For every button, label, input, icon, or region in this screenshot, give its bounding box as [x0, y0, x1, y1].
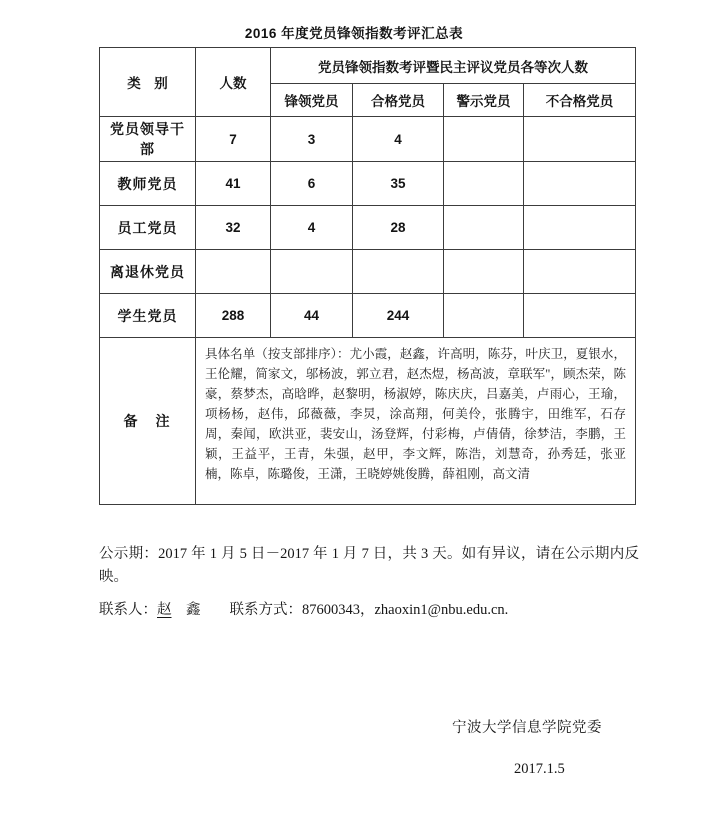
cell-unqualified — [524, 206, 636, 250]
col-header-count: 人数 — [196, 48, 271, 117]
table-row-teachers — [100, 162, 636, 206]
cell-warning — [444, 117, 524, 162]
cell-fengling — [271, 250, 353, 294]
row-label: 学生党员 — [100, 294, 196, 338]
cell-fengling: 44 — [271, 294, 353, 338]
col-header-group: 党员锋领指数考评暨民主评议党员各等次人数 — [271, 48, 636, 84]
footer-organization: 宁波大学信息学院党委 — [452, 720, 602, 736]
table-row-remarks — [100, 338, 636, 505]
footer-date: 2017.1.5 — [514, 761, 565, 777]
cell-unqualified — [524, 162, 636, 206]
cell-count: 7 — [196, 117, 271, 162]
cell-qualified: 35 — [353, 162, 444, 206]
remarks-label: 备 注 — [100, 338, 196, 505]
cell-count — [196, 250, 271, 294]
table-row-retired — [100, 250, 636, 294]
row-label: 员工党员 — [100, 206, 196, 250]
cell-warning — [444, 294, 524, 338]
cell-qualified — [353, 250, 444, 294]
cell-warning — [444, 162, 524, 206]
summary-table — [99, 47, 636, 505]
cell-unqualified — [524, 250, 636, 294]
cell-qualified: 4 — [353, 117, 444, 162]
table-row-students — [100, 294, 636, 338]
cell-fengling: 6 — [271, 162, 353, 206]
document-title: 2016 年度党员锋领指数考评汇总表 — [244, 26, 464, 41]
col-header-category: 类 别 — [100, 48, 196, 117]
col-header-qualified: 合格党员 — [353, 84, 444, 117]
row-label: 离退休党员 — [100, 250, 196, 294]
table-row-leaders — [100, 117, 636, 162]
cell-count: 41 — [196, 162, 271, 206]
cell-warning — [444, 250, 524, 294]
cell-fengling: 3 — [271, 117, 353, 162]
contact-line — [99, 598, 639, 619]
col-header-unqualified: 不合格党员 — [524, 84, 636, 117]
cell-count: 288 — [196, 294, 271, 338]
row-label: 党员领导干部 — [100, 117, 196, 162]
col-header-warning: 警示党员 — [444, 84, 524, 117]
cell-fengling: 4 — [271, 206, 353, 250]
contact-method: 联系方式：87600343，zhaoxin1@nbu.edu.cn. — [200, 602, 509, 618]
row-label: 教师党员 — [100, 162, 196, 206]
cell-count: 32 — [196, 206, 271, 250]
table-header-row-1 — [100, 48, 636, 84]
col-header-fengling: 锋领党员 — [271, 84, 353, 117]
contact-surname: 赵 — [157, 602, 172, 618]
table-row-staff — [100, 206, 636, 250]
cell-qualified: 244 — [353, 294, 444, 338]
cell-unqualified — [524, 117, 636, 162]
cell-unqualified — [524, 294, 636, 338]
contact-given-name: 鑫 — [171, 602, 201, 618]
publicity-period-text: 公示期：2017 年 1 月 5 日－2017 年 1 月 7 日，共 3 天。如有异议，请在公示期内反映。 — [99, 546, 639, 585]
cell-qualified: 28 — [353, 206, 444, 250]
remarks-name-list: 具体名单（按支部排序）：尤小霞，赵鑫，许高明，陈芬，叶庆卫，夏银水，王伦耀，简家文，邬杨波，郭立君，赵杰煜，杨高波，章联军"，顾杰荣，陈豪，蔡梦杰，高晗晔，赵黎明，杨淑婷，陈庆庆，吕嘉美，卢雨心，王瑜，项杨杨，赵伟，邱薇薇，李炅，涂高翔，何美伶，张腾宇，田维军，石存周，秦闻，欧洪亚，裴安山，汤登辉，付彩梅，卢倩倩，徐梦洁，李鹏，王颖，王益平，王青，朱强，赵甲，李文辉，陈浩，刘慧奇，孙秀廷，张亚楠，陈卓，陈璐俊，王潇，王晓婷姚俊腾，薛祖刚，高文清 — [196, 338, 636, 505]
contact-label: 联系人： — [99, 602, 157, 618]
cell-warning — [444, 206, 524, 250]
